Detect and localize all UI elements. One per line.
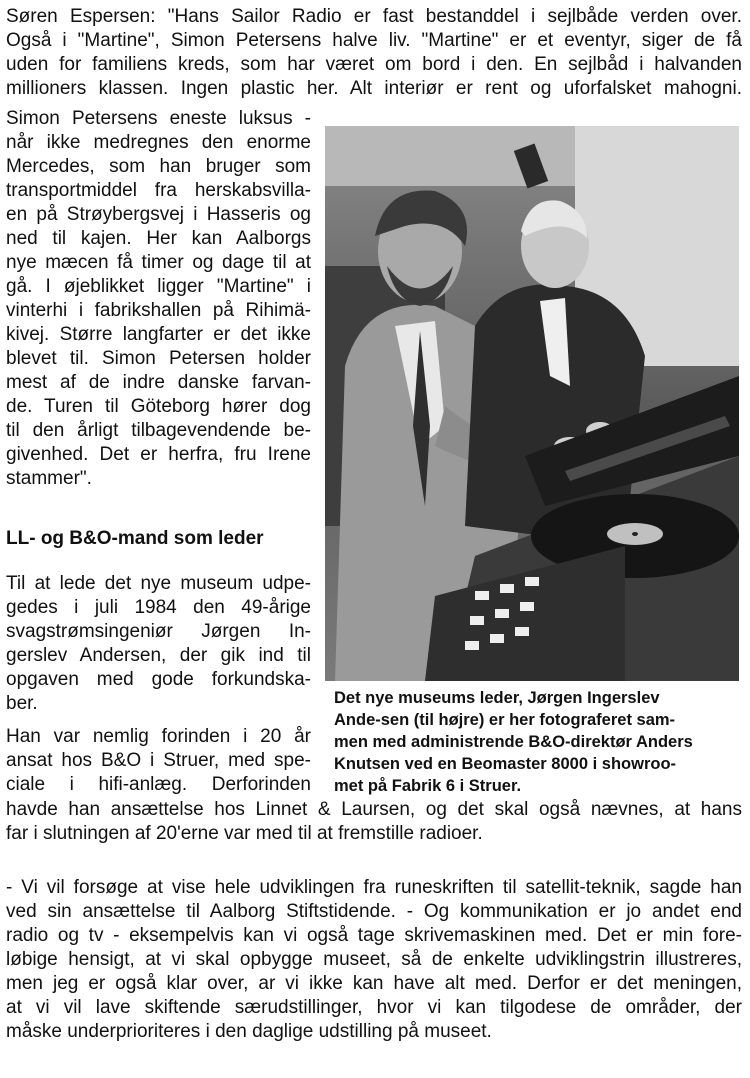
text-line: ber. (6, 693, 38, 714)
text-line: millioners klassen. Ingen plastic her. Alt interiør er rent og uforfalsket mahogni. (6, 78, 742, 99)
text-line: nye mæcen få timer og dage til at (6, 252, 311, 273)
text-line: gå. I øjeblikket ligger "Martine" i (6, 276, 311, 297)
photo-caption-line: Ande-sen (til højre) er her fotograferet sam- (334, 711, 676, 729)
text-line: transportmiddel fra herskabsvilla- (6, 180, 311, 201)
text-line: Han var nemlig forinden i 20 år (6, 726, 311, 747)
text-line: ansat hos B&O i Struer, med spe- (6, 750, 311, 771)
text-line: at vi vil lave skiftende særudstillinger, hvor vi kan tilgodese de områder, der (6, 997, 742, 1018)
photo-caption-line: Knutsen ved en Beomaster 8000 i showroo- (334, 755, 677, 773)
photo-caption-line: men med administrende B&O-direktør Anders (334, 733, 693, 751)
text-line: Søren Espersen: "Hans Sailor Radio er fast bestanddel i sejlbåde verden over. (6, 6, 742, 27)
text-line: Simon Petersens eneste luksus - (6, 108, 311, 129)
text-line: blevet til. Simon Petersen holder (6, 348, 311, 369)
article-photo (325, 126, 739, 681)
text-line: til den årligt tilbagevendende be- (6, 420, 311, 441)
text-line: far i slutningen af 20'erne var med til at fremstille radioer. (6, 823, 483, 844)
photo-caption-line: met på Fabrik 6 i Struer. (334, 777, 522, 795)
text-line: opgaven med gode forkundska- (6, 669, 311, 690)
text-line: kivej. Større langfarter er det ikke (6, 324, 311, 345)
text-line: løbige hensigt, at vi skal opbygge museet, så de enkelte udviklingstrin illustreres, (6, 949, 742, 970)
section-heading: LL- og B&O-mand som leder (6, 528, 264, 549)
text-line: givenhed. Det er herfra, fru Irene (6, 444, 311, 465)
text-line: en på Strøybergsvej i Hasseris og (6, 204, 311, 225)
text-line: gerslev Andersen, der gik ind til (6, 645, 311, 666)
photo-illustration (325, 126, 739, 681)
text-line: - Vi vil forsøge at vise hele udviklingen fra runeskriften til satellit-teknik, sagde han (6, 877, 742, 898)
text-line: radio og tv - eksempelvis kan vi også tage skrivemaskinen med. Det er min fore- (6, 925, 742, 946)
text-line: Også i "Martine", Simon Petersens halve liv. "Martine" er et eventyr, siger de få (6, 30, 742, 51)
text-line: ciale i hifi-anlæg. Derforinden (6, 774, 311, 795)
text-line: vinterhi i fabrikshallen på Rihimä- (6, 300, 311, 321)
text-line: ned til kajen. Her kan Aalborgs (6, 228, 311, 249)
text-line: mest af de indre danske farvan- (6, 372, 311, 393)
text-line: Mercedes, som han bruger som (6, 156, 311, 177)
text-line: gedes i juli 1984 den 49-årige (6, 597, 311, 618)
photo-caption-line: Det nye museums leder, Jørgen Ingerslev (334, 689, 660, 707)
text-line: når ikke medregnes den enorme (6, 132, 311, 153)
text-line: stammer". (6, 468, 92, 489)
text-line: havde han ansættelse hos Linnet & Laursen, og det skal også nævnes, at hans (6, 799, 742, 820)
text-line: de. Turen til Göteborg hører dog (6, 396, 311, 417)
text-line: ved sin ansættelse til Aalborg Stiftstidende. - Og kommunikation er jo andet end (6, 901, 742, 922)
text-line: men jeg er også klar over, ar vi ikke kan have alt med. Derfor er det meningen, (6, 973, 742, 994)
text-line: svagstrømsingeniør Jørgen In- (6, 621, 311, 642)
text-line: uden for familiens kreds, som har været om bord i den. En sejlbåd i halvanden (6, 54, 742, 75)
text-line: Til at lede det nye museum udpe- (6, 573, 311, 594)
text-line: måske underprioriteres i den daglige udstilling på museet. (6, 1021, 492, 1042)
